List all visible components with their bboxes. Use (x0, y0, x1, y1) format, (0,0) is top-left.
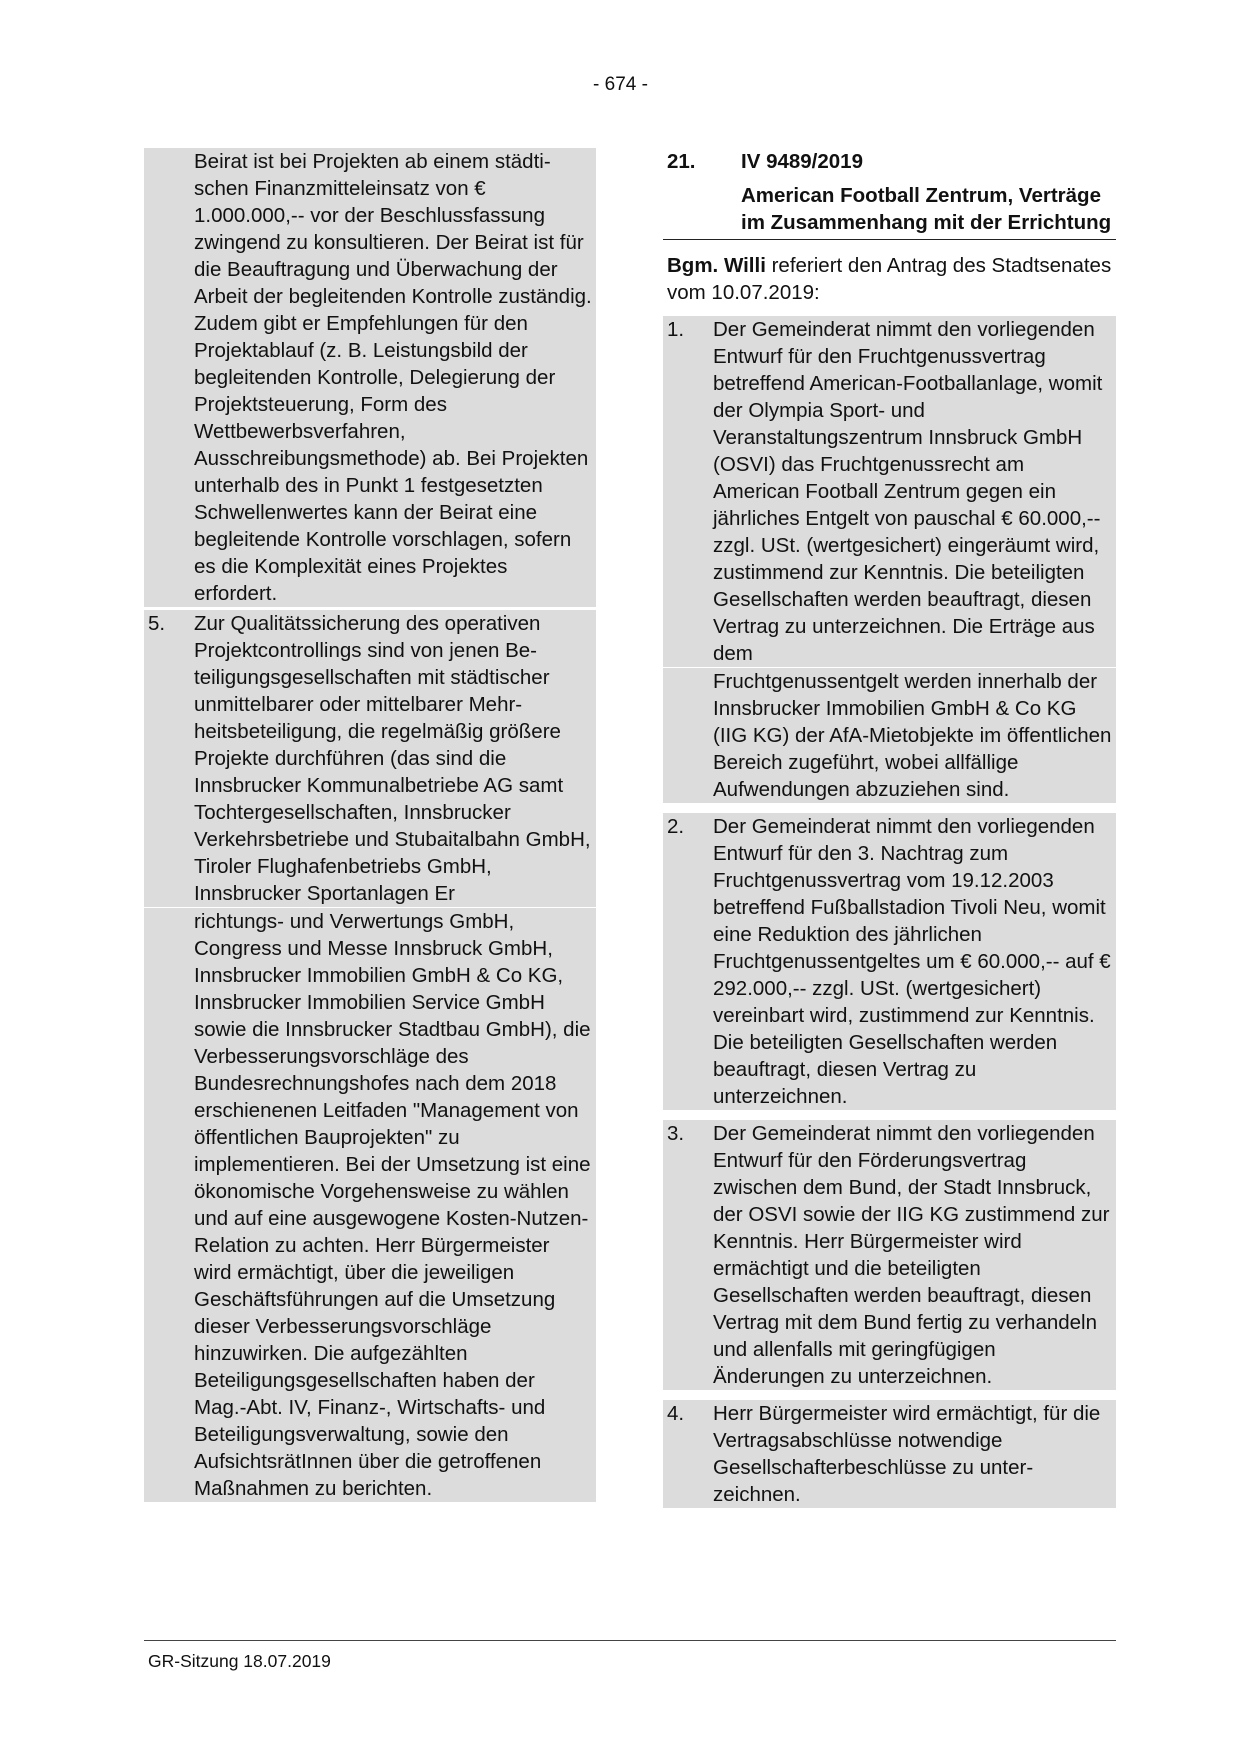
item-1-text-part1: Der Gemeinderat nimmt den vorliegenden Entwurf für den Fruchtgenussvertrag betreffend American-Footballanlage, womit der Olympia Sport- und Veranstaltungszentrum Innsbruck GmbH (OSVI) das Fruchtgenussrecht am American Football Zentrum gegen ein jährliches Entgelt von pauschal € 60.000,-- zzgl. USt. (wertgesichert) eingeräumt wird, zustimmend zur Kenntnis. Die beteiligten Gesellschaften werden beauftragt, diesen Vertrag zu unterzeichnen. Die Erträge aus dem (713, 318, 1103, 665)
item-number: 3. (667, 1122, 685, 1145)
left-column (144, 148, 596, 1502)
item-number: 4. (667, 1402, 685, 1425)
resolution-item-1-continued (663, 667, 1116, 803)
footer-divider (144, 1640, 1116, 1641)
intro-text: referiert den Antrag des Stadtsenates vom 10.07.2019: (667, 254, 1112, 304)
item-3-text: Der Gemeinderat nimmt den vorliegenden Entwurf für den Förderungsvertrag zwischen dem Bund, der Stadt Innsbruck, der OSVI sowie der IIG KG zustimmend zur Kenntnis. Herr Bürgermeister wird ermächtigt und die beteiligten Gesellschaften werden beauftragt, diesen Vertrag mit dem Bund fertig zu verhandeln und allenfalls mit geringfügigen Änderungen zu unterzeichnen. (713, 1122, 1110, 1388)
item-5-continued (144, 907, 596, 1502)
item-5 (144, 610, 596, 907)
right-column (663, 148, 1116, 1508)
continuation-text: Beirat ist bei Projekten ab einem städtischen Finanzmitteleinsatz von € 1.000.000,-- vor der Beschlussfassung zwingend zu konsultieren. Der Beirat ist für die Beauftragung und Überwachung der Arbeit der begleitenden Kontrolle zuständig. Zudem gibt er Empfehlungen für den Projektablauf (z. B. Leistungsbild der begleitenden Kontrolle, Delegierung der Projektsteuerung, Form des Wettbewerbsverfahren, Ausschreibungsmethode) ab. Bei Projekten unterhalb des in Punkt 1 festgesetzten Schwellenwertes kann der Beirat eine begleitende Kontrolle vorschlagen, sofern es die Komplexität eines Projektes erfordert. (194, 150, 592, 605)
item-number: 2. (667, 815, 685, 838)
page-number: - 674 - (593, 74, 648, 95)
item-number: 1. (667, 318, 685, 341)
speaker-name: Bgm. Willi (667, 254, 766, 277)
continuation-paragraph (144, 148, 596, 607)
resolution-item-4 (663, 1400, 1116, 1508)
item-1-text-part2: Fruchtgenussentgelt werden innerhalb der Innsbrucker Immobilien GmbH & Co KG (IIG KG) der AfA-Mietobjekte im öffentlichen Bereich zugeführt, wobei allfällige Aufwendungen abzuziehen sind. (713, 670, 1112, 801)
resolution-item-2 (663, 813, 1116, 1110)
item-5-text-part1: Zur Qualitätssicherung des operativen Projektcontrollings sind von jenen Beteiligungsgesellschaften mit städtischer unmittelbarer oder mittelbarer Mehrheitsbeteiligung, die regelmäßig größere Projekte durchführen (das sind die Innsbrucker Kommunalbetriebe AG samt Tochtergesellschaften, Innsbrucker Verkehrsbetriebe und Stubaitalbahn GmbH, Tiroler Flughafenbetriebs GmbH, Innsbrucker Sportanlagen Er (194, 612, 591, 905)
item-5-text-part2: richtungs- und Verwertungs GmbH, Congress und Messe Innsbruck GmbH, Innsbrucker Immobilien GmbH & Co KG, Innsbrucker Immobilien Service GmbH sowie die Innsbrucker Stadtbau GmbH), die Verbesserungsvorschläge des Bundesrechnungshofes nach dem 2018 erschienenen Leitfaden "Management von öffentlichen Bauprojekten" zu implementieren. Bei der Umsetzung ist eine ökonomische Vorgehensweise zu wählen und auf eine ausgewogene Kosten-Nutzen-Relation zu achten. Herr Bürgermeister wird ermächtigt, über die jeweiligen Geschäftsführungen auf die Umsetzung dieser Verbesserungsvorschläge hinzuwirken. Die aufgezählten Beteiligungsgesellschaften haben der Mag.-Abt. IV, Finanz-, Wirtschafts- und Beteiligungsverwaltung, sowie den AufsichtsrätInnen über die getroffenen Maßnahmen zu berichten. (194, 910, 591, 1500)
resolution-item-3 (663, 1120, 1116, 1390)
footer-text: GR-Sitzung 18.07.2019 (148, 1651, 331, 1671)
item-4-text: Herr Bürgermeister wird ermächtigt, für die Vertragsabschlüsse notwendige Gesellschafterbeschlüsse zu unterzeichnen. (713, 1402, 1101, 1506)
intro-paragraph (663, 252, 1116, 306)
agenda-number: 21. (667, 150, 696, 173)
item-2-text: Der Gemeinderat nimmt den vorliegenden Entwurf für den 3. Nachtrag zum Fruchtgenussvertrag vom 19.12.2003 betreffend Fußballstadion Tivoli Neu, womit eine Reduktion des jährlichen Fruchtgenussentgeltes um € 60.000,-- auf € 292.000,-- zzgl. USt. (wertgesichert) vereinbart wird, zustimmend zur Kenntnis. Die beteiligten Gesellschaften werden beauftragt, diesen Vertrag zu unterzeichnen. (713, 815, 1111, 1108)
agenda-heading (663, 148, 1116, 175)
item-number: 5. (148, 612, 166, 635)
resolution-item-1 (663, 316, 1116, 667)
agenda-title: American Football Zentrum, Verträge im Zusammenhang mit der Errichtung (663, 182, 1116, 240)
agenda-code: IV 9489/2019 (741, 150, 863, 173)
